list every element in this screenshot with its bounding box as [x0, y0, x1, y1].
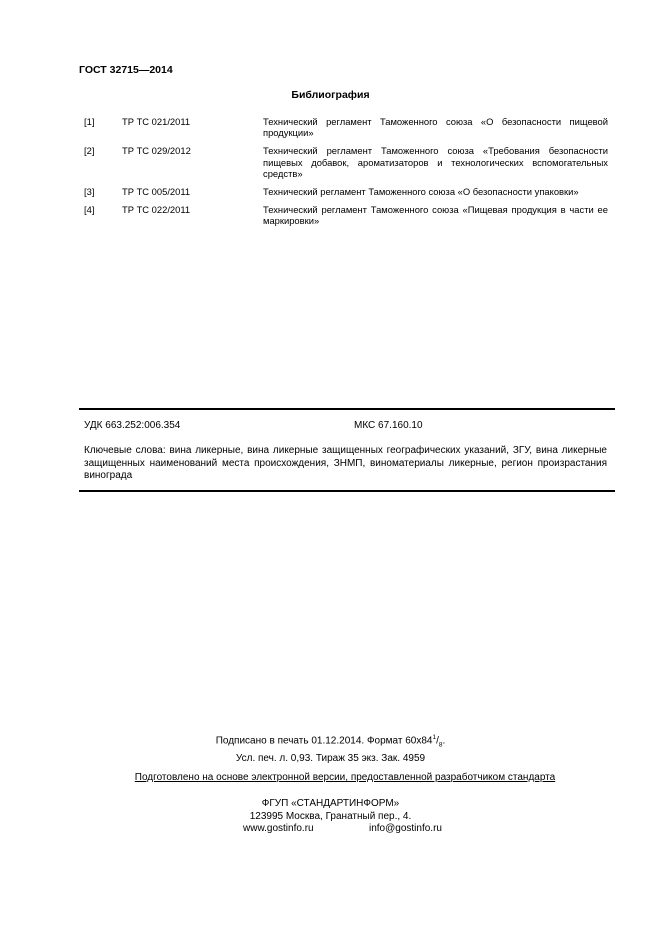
format-denominator: 8 — [438, 741, 443, 749]
entry-code: ТР ТС 021/2011 — [122, 116, 191, 127]
entry-code: ТР ТС 029/2012 — [122, 145, 191, 157]
format-numerator: 1 — [432, 734, 437, 741]
entry-text: Технический регламент Таможенного союза «Требования безопасности пищевых добавок, ароматизаторов и технологических вспомогательных средств» — [263, 145, 608, 179]
entry-number: [3] — [84, 186, 95, 198]
bibliography-entry — [84, 116, 608, 138]
bibliography-list — [84, 116, 608, 234]
top-divider — [79, 408, 615, 410]
bibliography-entry — [84, 186, 608, 197]
document-id: ГОСТ 32715—2014 — [79, 64, 173, 76]
entry-code: ТР ТС 022/2011 — [122, 204, 191, 216]
bibliography-entry — [84, 145, 608, 179]
udk-code: УДК 663.252:006.354 — [84, 420, 181, 431]
entry-code: ТР ТС 005/2011 — [122, 186, 191, 198]
entry-number: [1] — [84, 116, 95, 127]
entry-text: Технический регламент Таможенного союза «О безопасности упаковки» — [263, 186, 579, 198]
entry-number: [4] — [84, 204, 95, 216]
publisher-name: ФГУП «СТАНДАРТИНФОРМ» — [261, 798, 400, 809]
publisher-address: 123995 Москва, Гранатный пер., 4. — [249, 811, 412, 822]
bibliography-entry — [84, 204, 608, 226]
entry-text: Технический регламент Таможенного союза «Пищевая продукция в части ее маркировки» — [263, 204, 608, 227]
print-info: Усл. печ. л. 0,93. Тираж 35 экз. Зак. 4959 — [235, 753, 426, 764]
website-link[interactable]: www.gostinfo.ru — [243, 823, 314, 834]
signed-line: Подписано в печать 01.12.2014. Формат $60x84^1/_8$. — [215, 734, 446, 749]
email-link[interactable]: info@gostinfo.ru — [369, 823, 442, 834]
entry-text: Технический регламент Таможенного союза «О безопасности пищевой продукции» — [263, 116, 608, 139]
keywords: Ключевые слова: вина ликерные, вина ликерные защищенных географических указаний, ЗГУ, вина ликерные защищенных наименований места происхождения, ЗНМП, виноматериалы ликерные, регион произрастания винограда — [84, 445, 607, 482]
bibliography-title: Библиография — [291, 89, 370, 101]
signed-text: Подписано в печать 01.12.2014. Формат 60x84 — [215, 735, 433, 747]
bottom-divider — [79, 490, 615, 492]
entry-number: [2] — [84, 145, 95, 157]
prepared-note: Подготовлено на основе электронной версии, предоставленной разработчиком стандарта — [134, 772, 556, 783]
signed-suffix: . — [442, 735, 446, 747]
mks-code: МКС 67.160.10 — [354, 420, 423, 431]
